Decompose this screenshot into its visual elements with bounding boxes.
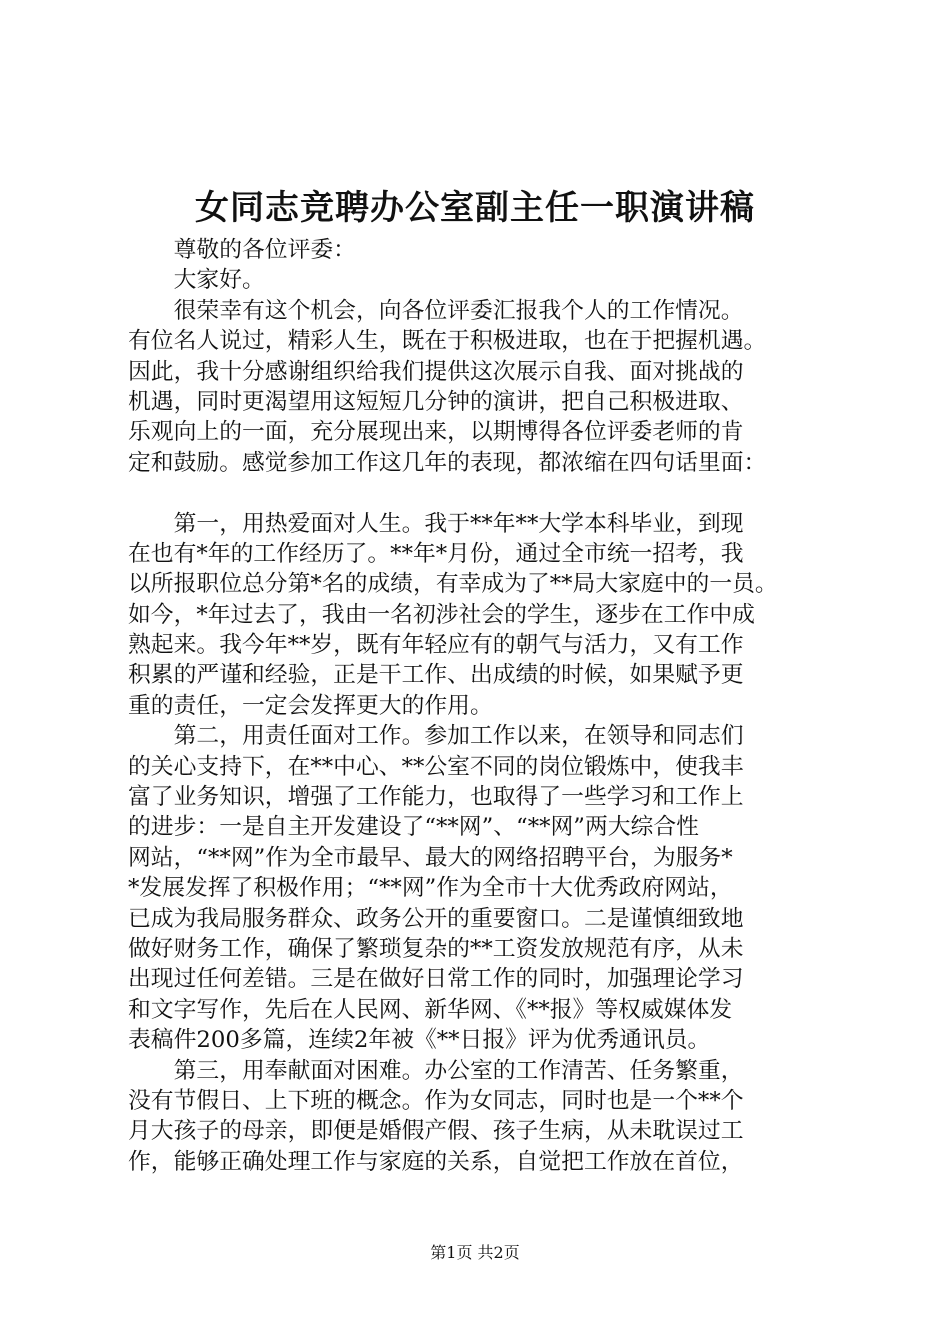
body-line: 网站，“**网”作为全市最早、最大的网络招聘平台，为服务*	[128, 844, 733, 871]
page-footer: 第1页 共2页	[430, 1243, 520, 1262]
body-line: 的关心支持下，在**中心、**公室不同的岗位锻炼中，使我丰	[128, 753, 744, 780]
body-line: 出现过任何差错。三是在做好日常工作的同时，加强理论学习	[128, 966, 744, 993]
body-line: 有位名人说过，精彩人生，既在于积极进取，也在于把握机遇。	[128, 328, 767, 355]
body-line: 的进步：一是自主开发建设了“**网”、“**网”两大综合性	[128, 814, 699, 841]
body-line: 在也有*年的工作经历了。**年*月份，通过全市统一招考，我	[128, 540, 744, 567]
body-line: 富了业务知识，增强了工作能力，也取得了一些学习和工作上	[128, 784, 744, 811]
body-line: 第二，用责任面对工作。参加工作以来，在领导和同志们	[128, 723, 744, 750]
body-line: 第三，用奉献面对困难。办公室的工作清苦、任务繁重，	[128, 1057, 744, 1084]
body-line: 尊敬的各位评委：	[128, 237, 356, 263]
body-line: 乐观向上的一面，充分展现出来，以期博得各位评委老师的肯	[128, 419, 744, 446]
body-line: 已成为我局服务群众、政务公开的重要窗口。二是谨慎细致地	[128, 905, 744, 932]
document-title: 女同志竞聘办公室副主任一职演讲稿	[195, 188, 755, 228]
body-line: 很荣幸有这个机会，向各位评委汇报我个人的工作情况。	[128, 297, 744, 324]
body-line: 定和鼓励。感觉参加工作这几年的表现，都浓缩在四句话里面：	[128, 449, 767, 476]
body-line: 以所报职位总分第*名的成绩，有幸成为了**局大家庭中的一员。	[128, 571, 778, 598]
body-line: 大家好。	[128, 267, 265, 294]
body-line: *发展发挥了积极作用；“**网”作为全市十大优秀政府网站，	[128, 875, 733, 902]
body-line: 机遇，同时更渴望用这短短几分钟的演讲，把自己积极进取、	[128, 388, 744, 415]
body-line: 积累的严谨和经验，正是干工作、出成绩的时候，如果赋予更	[128, 662, 744, 689]
body-line: 和文字写作，先后在人民网、新华网、《**报》等权威媒体发	[128, 996, 733, 1023]
body-line: 因此，我十分感谢组织给我们提供这次展示自我、面对挑战的	[128, 358, 744, 385]
body-line: 没有节假日、上下班的概念。作为女同志，同时也是一个**个	[128, 1087, 744, 1114]
body-line: 第一，用热爱面对人生。我于**年**大学本科毕业，到现	[128, 510, 744, 537]
body-line: 做好财务工作，确保了繁琐复杂的**工资发放规范有序，从未	[128, 935, 744, 962]
paragraph-gap	[128, 478, 828, 508]
body-line: 作，能够正确处理工作与家庭的关系，自觉把工作放在首位，	[128, 1148, 744, 1175]
body-line: 重的责任，一定会发挥更大的作用。	[128, 692, 493, 719]
body-line: 熟起来。我今年**岁，既有年轻应有的朝气与活力，又有工作	[128, 632, 744, 659]
body-line: 如今，*年过去了，我由一名初涉社会的学生，逐步在工作中成	[128, 601, 755, 628]
body-line: 表稿件200多篇，连续2年被《**日报》评为优秀通讯员。	[128, 1027, 711, 1054]
body-line: 月大孩子的母亲，即便是婚假产假、孩子生病，从未耽误过工	[128, 1118, 744, 1145]
document-body	[128, 235, 828, 1177]
